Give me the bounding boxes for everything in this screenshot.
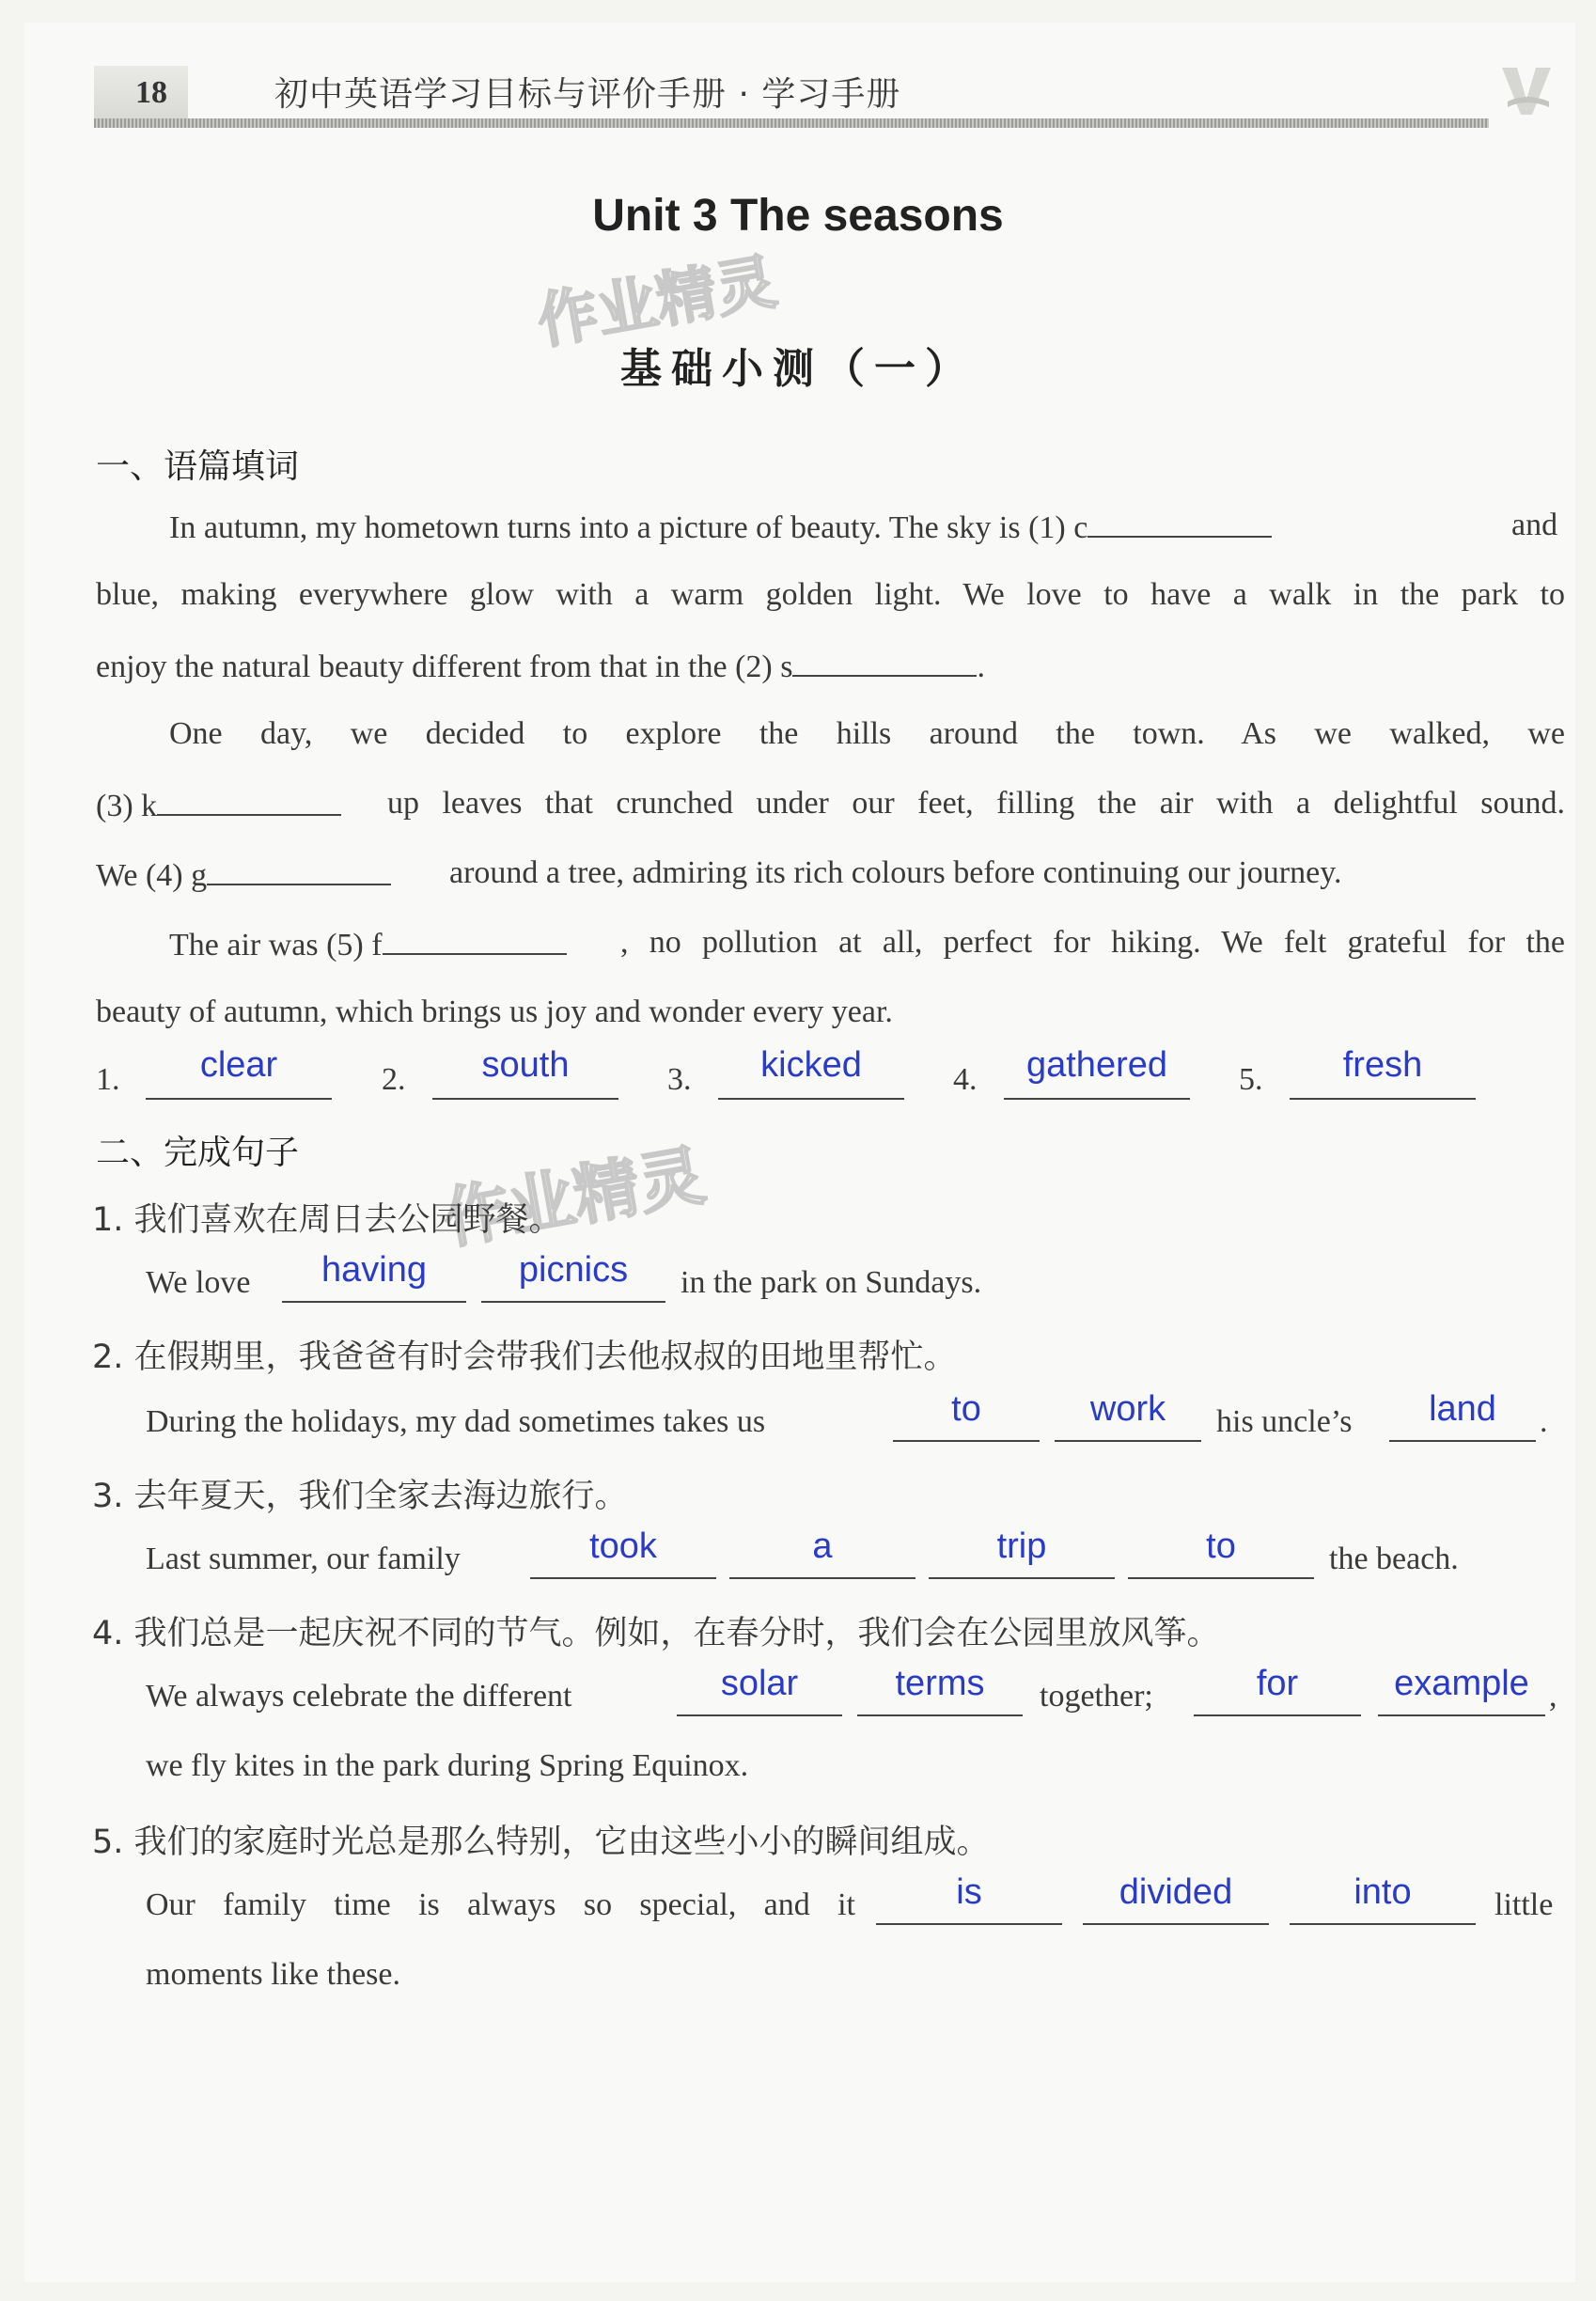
answer-line-5 [1290, 1098, 1476, 1100]
item-5-english-line2: moments like these. [146, 1957, 401, 1992]
passage-line-1: In autumn, my hometown turns into a picture of beauty. The sky is (1) c [169, 508, 1272, 546]
passage-line-6-rest: around a tree, admiring its rich colours before continuing our journey. [449, 855, 1342, 890]
answer-line-3 [718, 1098, 904, 1100]
answer-number-4: 4. [953, 1062, 978, 1097]
item-2-blank-2 [1055, 1440, 1201, 1442]
item-4-english-line2: we fly kites in the park during Spring Equinox. [146, 1748, 749, 1783]
answer-line-2 [432, 1098, 618, 1100]
answer-number-2: 2. [382, 1062, 406, 1097]
item-2-chinese: 2. 在假期里，我爸爸有时会带我们去他叔叔的田地里帮忙。 [92, 1338, 957, 1376]
answer-3: kicked [760, 1045, 862, 1085]
item-5-answer-2: divided [1119, 1872, 1233, 1912]
book-title: 初中英语学习目标与评价手册 · 学习手册 [274, 75, 901, 114]
item-4-answer-2: terms [895, 1664, 985, 1703]
item-2-blank-1 [893, 1440, 1040, 1442]
item-1-english-end: in the park on Sundays. [681, 1265, 982, 1300]
item-4-answer-1: solar [720, 1664, 799, 1703]
item-1-blank-1 [282, 1301, 466, 1303]
unit-title: Unit 3 The seasons [592, 191, 1004, 241]
answer-number-1: 1. [96, 1062, 120, 1097]
answer-line-4 [1004, 1098, 1190, 1100]
item-3-chinese: 3. 去年夏天，我们全家去海边旅行。 [92, 1478, 628, 1515]
passage-line-6: We (4) g [96, 855, 391, 894]
header-rule [94, 118, 1489, 128]
item-3-blank-1 [530, 1577, 716, 1579]
answer-1: clear [199, 1045, 278, 1085]
item-5-blank-1 [876, 1923, 1062, 1925]
item-2-answer-2: work [1089, 1389, 1166, 1429]
item-3-english-start: Last summer, our family [146, 1542, 461, 1576]
item-5-answer-3: into [1353, 1872, 1412, 1912]
item-4-answer-3: for [1256, 1664, 1299, 1703]
passage-line-7: The air was (5) f [169, 925, 567, 963]
item-5-blank-2 [1083, 1923, 1269, 1925]
item-3-english-end: the beach. [1329, 1542, 1459, 1576]
passage-line-5: (3) k [96, 786, 341, 824]
item-5-chinese: 5. 我们的家庭时光总是那么特别，它由这些小小的瞬间组成。 [92, 1824, 990, 1861]
passage-line-7-rest: , no pollution at all, perfect for hiking. We felt grateful for the [620, 925, 1565, 960]
quiz-title: 基础小测（一） [620, 345, 976, 393]
item-2-english-start: During the holidays, my dad sometimes takes us [146, 1404, 766, 1439]
item-2-answer-1: to [951, 1389, 981, 1429]
answer-5: fresh [1342, 1045, 1423, 1085]
watermark: 作业精灵 [532, 247, 782, 358]
item-3-blank-2 [729, 1577, 915, 1579]
item-3-answer-1: took [589, 1526, 657, 1566]
item-2-blank-3 [1389, 1440, 1536, 1442]
item-1-english-start: We love [146, 1265, 251, 1300]
item-5-blank-3 [1290, 1923, 1476, 1925]
page-number: 18 [135, 75, 167, 110]
item-1-answer-2: picnics [518, 1250, 629, 1290]
section-2-title: 二、完成句子 [96, 1134, 300, 1172]
item-4-blank-1 [677, 1714, 842, 1716]
answer-2: south [481, 1045, 570, 1085]
item-4-english-end: , [1549, 1679, 1557, 1714]
item-4-blank-3 [1194, 1714, 1361, 1716]
item-1-blank-2 [481, 1301, 665, 1303]
item-4-answer-4: example [1394, 1664, 1529, 1703]
item-4-blank-2 [857, 1714, 1023, 1716]
passage-line-8: beauty of autumn, which brings us joy and wonder every year. [96, 994, 893, 1029]
passage-line-3: enjoy the natural beauty different from that in the (2) s . [96, 647, 985, 685]
item-4-english-start: We always celebrate the different [146, 1679, 572, 1714]
answer-line-1 [146, 1098, 332, 1100]
item-1-chinese: 1. 我们喜欢在周日去公园野餐。 [92, 1201, 562, 1239]
item-5-english-end: little [1494, 1887, 1554, 1922]
item-3-blank-3 [929, 1577, 1115, 1579]
section-1-title: 一、语篇填词 [96, 447, 300, 486]
watermark-2: 作业精灵 [437, 1136, 711, 1259]
passage-line-5-rest: up leaves that crunched under our feet, filling the air with a delightful sound. [387, 786, 1565, 821]
passage-line-2: blue, making everywhere glow with a warm golden light. We love to have a walk in the park to [96, 577, 1565, 612]
item-2-english-mid: his uncle’s [1216, 1404, 1353, 1439]
publisher-logo-icon [1494, 58, 1560, 124]
passage-line-4: One day, we decided to explore the hills around the town. As we walked, we [169, 716, 1565, 751]
item-4-chinese: 4. 我们总是一起庆祝不同的节气。例如，在春分时，我们会在公园里放风筝。 [92, 1615, 1220, 1652]
item-3-answer-4: to [1206, 1526, 1236, 1566]
item-5-answer-1: is [956, 1872, 982, 1912]
item-2-english-end: . [1540, 1404, 1548, 1439]
item-5-english-start: Our family time is always so special, and it [146, 1887, 855, 1922]
item-4-blank-4 [1378, 1714, 1545, 1716]
page-header [94, 58, 1489, 124]
answer-4: gathered [1025, 1045, 1167, 1085]
item-2-answer-3: land [1429, 1389, 1496, 1429]
answer-number-3: 3. [667, 1062, 692, 1097]
item-3-answer-2: a [812, 1526, 833, 1566]
passage-line-1-end: and [1511, 508, 1558, 542]
answer-number-5: 5. [1239, 1062, 1263, 1097]
item-3-answer-3: trip [996, 1526, 1047, 1566]
item-3-blank-4 [1128, 1577, 1314, 1579]
item-1-answer-1: having [321, 1250, 427, 1290]
item-4-english-mid: together; [1040, 1679, 1153, 1714]
